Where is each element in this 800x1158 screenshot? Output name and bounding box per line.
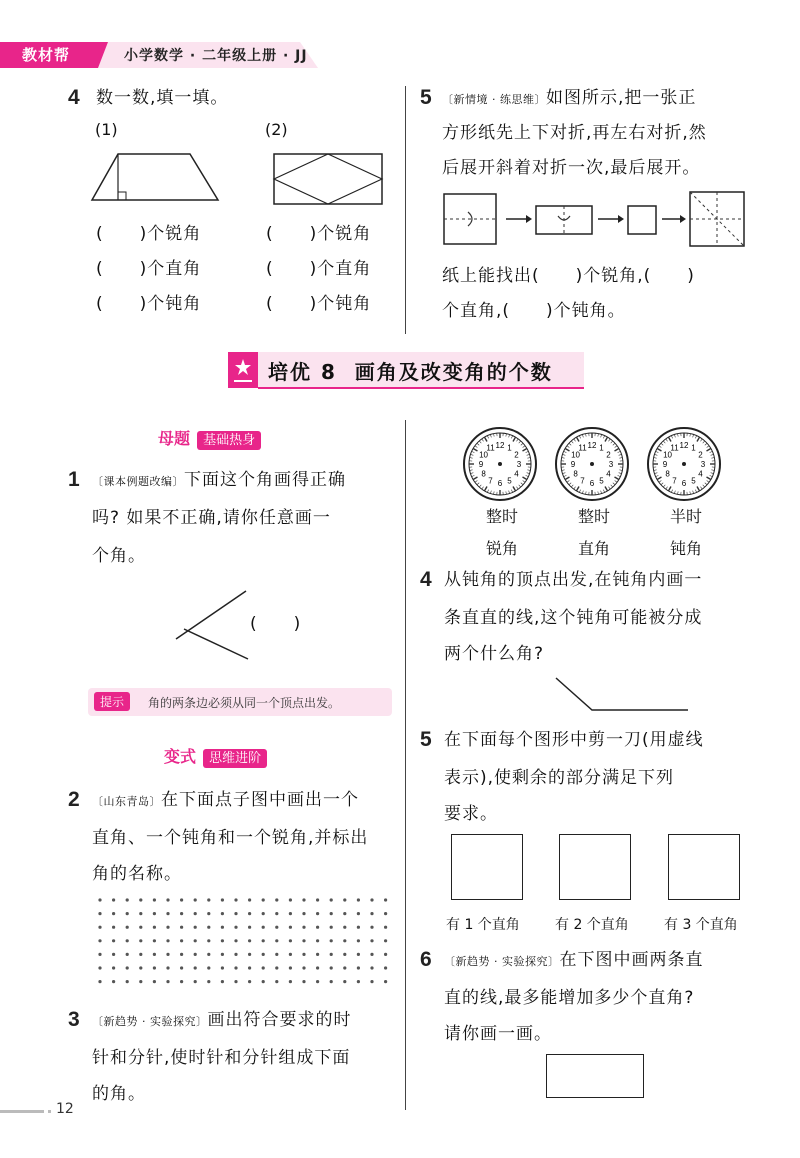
answer-blank[interactable]: ( )个直角 (266, 259, 372, 279)
grid-dot (139, 912, 142, 915)
tag-sub: 基础热身 (197, 431, 261, 450)
clock-number: 3 (608, 460, 614, 469)
grid-dot (194, 966, 197, 969)
square-label: 有 2 个直角 (555, 917, 629, 933)
grid-dot (262, 953, 265, 956)
text-line: 下面这个角画得正确 (184, 470, 346, 490)
question-text (92, 782, 402, 820)
clock-number: 6 (681, 479, 687, 488)
grid-dot (153, 953, 156, 956)
grid-dot (384, 980, 387, 983)
clock-number: 9 (570, 460, 576, 469)
grid-dot (330, 939, 333, 942)
text-line: 如图所示,把一张正 (546, 88, 697, 108)
tag-main: 母题 (158, 429, 191, 448)
section-title: 培优 8 画角及改变角的个数 (268, 360, 553, 384)
folding-diagram (442, 188, 762, 250)
grid-dot (98, 926, 101, 929)
question-text: 数一数,填一填。 (96, 88, 229, 108)
grid-dot (289, 953, 292, 956)
grid-dot (221, 926, 224, 929)
grid-dot (221, 980, 224, 983)
grid-dot (248, 912, 251, 915)
grid-dot (180, 912, 183, 915)
clock-number: 8 (573, 469, 578, 479)
grid-dot (330, 898, 333, 901)
grid-dot (98, 939, 101, 942)
clock-number: 10 (571, 450, 580, 460)
grid-dot (343, 912, 346, 915)
clock-face[interactable] (648, 428, 720, 500)
grid-dot (275, 926, 278, 929)
grid-dot (275, 966, 278, 969)
question-number: 6 (420, 948, 432, 971)
grid-dot (248, 898, 251, 901)
clock-number: 1 (691, 443, 696, 453)
source-tag: 〔新情境 · 练思维〕 (442, 93, 546, 106)
grid-dot (126, 912, 129, 915)
footer-dot (48, 1110, 51, 1113)
grid-dot (207, 966, 210, 969)
bottom-column-divider (405, 420, 406, 1110)
grid-dot (112, 912, 115, 915)
grid-dot (221, 953, 224, 956)
grid-dot (275, 912, 278, 915)
grid-dot (370, 980, 373, 983)
question-text: 的角。 (92, 1084, 146, 1104)
clock-number: 2 (514, 450, 519, 460)
grid-dot (126, 926, 129, 929)
grid-dot (302, 898, 305, 901)
grid-dot (166, 939, 169, 942)
grid-dot (330, 912, 333, 915)
tag-sub: 思维进阶 (203, 749, 267, 768)
grid-dot (98, 912, 101, 915)
clock-number: 9 (662, 460, 668, 469)
tag-variant (164, 744, 267, 768)
question-text: 两个什么角? (444, 644, 545, 664)
grid-dot (98, 953, 101, 956)
grid-dot (302, 926, 305, 929)
grid-dot (180, 966, 183, 969)
answer-blank[interactable]: 个直角,( )个钝角。 (442, 301, 626, 321)
question-text: 直角、一个钝角和一个锐角,并标出 (92, 828, 369, 848)
grid-dot (316, 912, 319, 915)
grid-dot (194, 939, 197, 942)
clock-number: 2 (698, 450, 703, 460)
clock-label-time: 整时 (486, 507, 519, 526)
grid-dot (330, 953, 333, 956)
grid-dot (126, 980, 129, 983)
grid-dot (139, 898, 142, 901)
grid-dot (357, 912, 360, 915)
square-label: 有 3 个直角 (664, 917, 738, 933)
grid-dot (289, 898, 292, 901)
grid-dot (153, 939, 156, 942)
page-number: 12 (56, 1101, 74, 1117)
clock-face[interactable] (556, 428, 628, 500)
grid-dot (221, 966, 224, 969)
grid-dot (370, 912, 373, 915)
page-header (0, 38, 330, 72)
grid-dot (343, 898, 346, 901)
grid-dot (139, 926, 142, 929)
grid-dot (112, 939, 115, 942)
grid-dot (139, 953, 142, 956)
grid-dot (98, 966, 101, 969)
grid-dot (248, 939, 251, 942)
source-tag: 〔新趋势 · 实验探究〕 (444, 955, 560, 968)
grid-dot (316, 966, 319, 969)
clock-number: 12 (679, 441, 689, 450)
grid-dot (262, 926, 265, 929)
grid-dot (289, 912, 292, 915)
question-text (92, 1002, 402, 1040)
clock-label-angle: 钝角 (670, 539, 703, 558)
grid-dot (384, 898, 387, 901)
cut-square[interactable] (559, 834, 631, 900)
clock-number: 3 (516, 460, 522, 469)
grid-dot (370, 898, 373, 901)
question-text (444, 942, 774, 980)
clock-number: 10 (479, 450, 488, 460)
grid-dot (357, 898, 360, 901)
tag-mother-question (158, 426, 261, 450)
grid-dot (384, 939, 387, 942)
obtuse-angle-figure[interactable] (552, 674, 692, 714)
grid-dot (180, 926, 183, 929)
grid-dot (302, 953, 305, 956)
question-number: 4 (420, 568, 432, 591)
clock-number: 3 (700, 460, 706, 469)
grid-dot (357, 953, 360, 956)
grid-dot (234, 953, 237, 956)
grid-dot (234, 898, 237, 901)
clock-number: 11 (578, 443, 587, 453)
grid-dot (248, 966, 251, 969)
grid-dot (194, 926, 197, 929)
grid-dot (207, 939, 210, 942)
cut-square[interactable] (668, 834, 740, 900)
grid-dot (112, 898, 115, 901)
grid-dot (166, 966, 169, 969)
grid-dot (289, 980, 292, 983)
question-text (442, 80, 772, 118)
clock-number: 1 (507, 443, 512, 453)
tip-box (88, 688, 392, 716)
angle-figure (170, 585, 260, 665)
grid-dot (248, 980, 251, 983)
grid-dot (370, 939, 373, 942)
clock-number: 4 (606, 469, 611, 479)
section-banner (228, 350, 588, 392)
clock-number: 6 (497, 479, 503, 488)
tag-main: 变式 (164, 747, 197, 766)
grid-dot (262, 939, 265, 942)
answer-blank[interactable]: ( )个钝角 (96, 294, 202, 314)
grid-dot (234, 980, 237, 983)
figure-label: (2) (265, 120, 288, 139)
grid-dot (153, 926, 156, 929)
tip-label: 提示 (94, 692, 130, 711)
answer-blank[interactable]: 纸上能找出( )个锐角,( ) (442, 266, 695, 286)
grid-dot (112, 980, 115, 983)
grid-dot (370, 926, 373, 929)
source-tag: 〔新趋势 · 实验探究〕 (92, 1015, 208, 1028)
clock-number: 12 (495, 441, 505, 450)
question-text: 表示),使剩余的部分满足下列 (444, 768, 675, 788)
grid-dot (194, 953, 197, 956)
grid-dot (302, 966, 305, 969)
question-text: 个角。 (92, 546, 146, 566)
rectangle-rhombus-figure (270, 150, 390, 208)
grid-dot (370, 953, 373, 956)
clock-number: 6 (589, 479, 595, 488)
grid-dot (370, 966, 373, 969)
grid-dot (166, 953, 169, 956)
grid-dot (357, 939, 360, 942)
question-number: 3 (68, 1008, 80, 1031)
grid-dot (153, 966, 156, 969)
clock-number: 8 (665, 469, 670, 479)
answer-blank[interactable]: ( )个锐角 (96, 224, 202, 244)
grid-dot (221, 939, 224, 942)
clock-number: 11 (486, 443, 495, 453)
grid-dot (316, 898, 319, 901)
grid-dot (126, 939, 129, 942)
grid-dot (248, 953, 251, 956)
brand-label: 教材帮 (22, 46, 71, 64)
grid-dot (207, 912, 210, 915)
footer-bar (0, 1110, 44, 1113)
clock-label-angle: 直角 (578, 539, 611, 558)
header-title: 小学数学 · 二年级上册 · JJ (124, 48, 308, 64)
text-line: 画出符合要求的时 (207, 1010, 352, 1030)
grid-dot (112, 953, 115, 956)
answer-blank[interactable]: ( )个锐角 (266, 224, 372, 244)
grid-dot (357, 926, 360, 929)
clock-row (460, 424, 760, 504)
grid-dot (275, 898, 278, 901)
grid-dot (302, 912, 305, 915)
answer-blank[interactable]: ( )个钝角 (266, 294, 372, 314)
grid-dot (166, 912, 169, 915)
grid-dot (316, 926, 319, 929)
clock-number: 10 (663, 450, 672, 460)
clock-label-time: 整时 (578, 507, 611, 526)
grid-dot (357, 966, 360, 969)
grid-dot (139, 939, 142, 942)
grid-dot (194, 980, 197, 983)
question-text: 条直直的线,这个钝角可能被分成 (444, 608, 703, 628)
clock-number: 7 (488, 476, 493, 486)
grid-dot (262, 980, 265, 983)
clock-number: 5 (691, 476, 696, 486)
grid-dot (343, 926, 346, 929)
grid-dot (166, 980, 169, 983)
question-number: 2 (68, 788, 80, 811)
grid-dot (357, 980, 360, 983)
grid-dot (384, 926, 387, 929)
text-line: 在下图中画两条直 (559, 950, 704, 970)
grid-dot (194, 912, 197, 915)
grid-dot (112, 966, 115, 969)
clock-number: 7 (580, 476, 585, 486)
question-text: 吗? 如果不正确,请你任意画一 (92, 508, 331, 528)
source-tag: 〔山东青岛〕 (92, 795, 161, 808)
question-text: 要求。 (444, 804, 498, 824)
top-column-divider (405, 86, 406, 334)
grid-dot (302, 939, 305, 942)
grid-dot (180, 939, 183, 942)
question-text (92, 462, 402, 500)
question-text: 针和分针,使时针和分针组成下面 (92, 1048, 351, 1068)
answer-blank[interactable]: ( ) (250, 614, 302, 634)
grid-dot (180, 898, 183, 901)
clock-number: 4 (698, 469, 703, 479)
grid-dot (248, 926, 251, 929)
grid-dot (194, 898, 197, 901)
grid-dot (153, 912, 156, 915)
grid-dot (207, 980, 210, 983)
grid-dot (343, 980, 346, 983)
grid-dot (153, 898, 156, 901)
drawing-rectangle[interactable] (546, 1054, 644, 1098)
question-text: 请你画一画。 (444, 1024, 552, 1044)
grid-dot (112, 926, 115, 929)
question-text: 角的名称。 (92, 864, 182, 884)
clock-face[interactable] (464, 428, 536, 500)
clock-number: 9 (478, 460, 484, 469)
clock-number: 11 (670, 443, 679, 453)
grid-dot (302, 980, 305, 983)
grid-dot (207, 953, 210, 956)
source-tag: 〔课本例题改编〕 (92, 475, 184, 488)
answer-blank[interactable]: ( )个直角 (96, 259, 202, 279)
grid-dot (289, 966, 292, 969)
grid-dot (221, 912, 224, 915)
question-text: 从钝角的顶点出发,在钝角内画一 (444, 570, 703, 590)
clock-number: 5 (599, 476, 604, 486)
question-text: 直的线,最多能增加多少个直角? (444, 988, 695, 1008)
grid-dot (234, 912, 237, 915)
dot-grid[interactable] (96, 896, 396, 988)
grid-dot (343, 939, 346, 942)
grid-dot (262, 966, 265, 969)
grid-dot (343, 966, 346, 969)
clock-number: 1 (599, 443, 604, 453)
grid-dot (207, 898, 210, 901)
grid-dot (180, 980, 183, 983)
grid-dot (330, 980, 333, 983)
grid-dot (166, 898, 169, 901)
grid-dot (262, 898, 265, 901)
clock-number: 2 (606, 450, 611, 460)
grid-dot (262, 912, 265, 915)
figure-label: (1) (95, 120, 118, 139)
text-line: 在下面点子图中画出一个 (161, 790, 359, 810)
grid-dot (384, 953, 387, 956)
question-text: 方形纸先上下对折,再左右对折,然 (442, 123, 707, 143)
clock-label-time: 半时 (670, 507, 703, 526)
question-text: 在下面每个图形中剪一刀(用虚线 (444, 730, 704, 750)
cut-square[interactable] (451, 834, 523, 900)
grid-dot (330, 926, 333, 929)
grid-dot (343, 953, 346, 956)
question-number: 1 (68, 468, 80, 491)
grid-dot (275, 980, 278, 983)
grid-dot (384, 966, 387, 969)
grid-dot (126, 953, 129, 956)
square-label: 有 1 个直角 (446, 917, 520, 933)
grid-dot (207, 926, 210, 929)
grid-dot (139, 966, 142, 969)
question-number: 5 (420, 86, 432, 109)
clock-number: 12 (587, 441, 597, 450)
grid-dot (330, 966, 333, 969)
question-number: 5 (420, 728, 432, 751)
clock-number: 8 (481, 469, 486, 479)
tip-text: 角的两条边必须从同一个顶点出发。 (148, 696, 341, 710)
clock-label-angle: 锐角 (486, 539, 519, 558)
grid-dot (384, 912, 387, 915)
grid-dot (275, 953, 278, 956)
grid-dot (234, 939, 237, 942)
grid-dot (153, 980, 156, 983)
grid-dot (316, 953, 319, 956)
grid-dot (275, 939, 278, 942)
trapezoid-figure (90, 150, 230, 206)
grid-dot (289, 926, 292, 929)
clock-number: 5 (507, 476, 512, 486)
grid-dot (316, 980, 319, 983)
clock-number: 7 (672, 476, 677, 486)
grid-dot (98, 980, 101, 983)
grid-dot (166, 926, 169, 929)
grid-dot (221, 898, 224, 901)
grid-dot (126, 966, 129, 969)
grid-dot (234, 926, 237, 929)
grid-dot (180, 953, 183, 956)
grid-dot (98, 898, 101, 901)
grid-dot (289, 939, 292, 942)
grid-dot (234, 966, 237, 969)
grid-dot (126, 898, 129, 901)
question-text: 后展开斜着对折一次,最后展开。 (442, 158, 701, 178)
question-number: 4 (68, 86, 80, 109)
clock-number: 4 (514, 469, 519, 479)
grid-dot (316, 939, 319, 942)
grid-dot (139, 980, 142, 983)
